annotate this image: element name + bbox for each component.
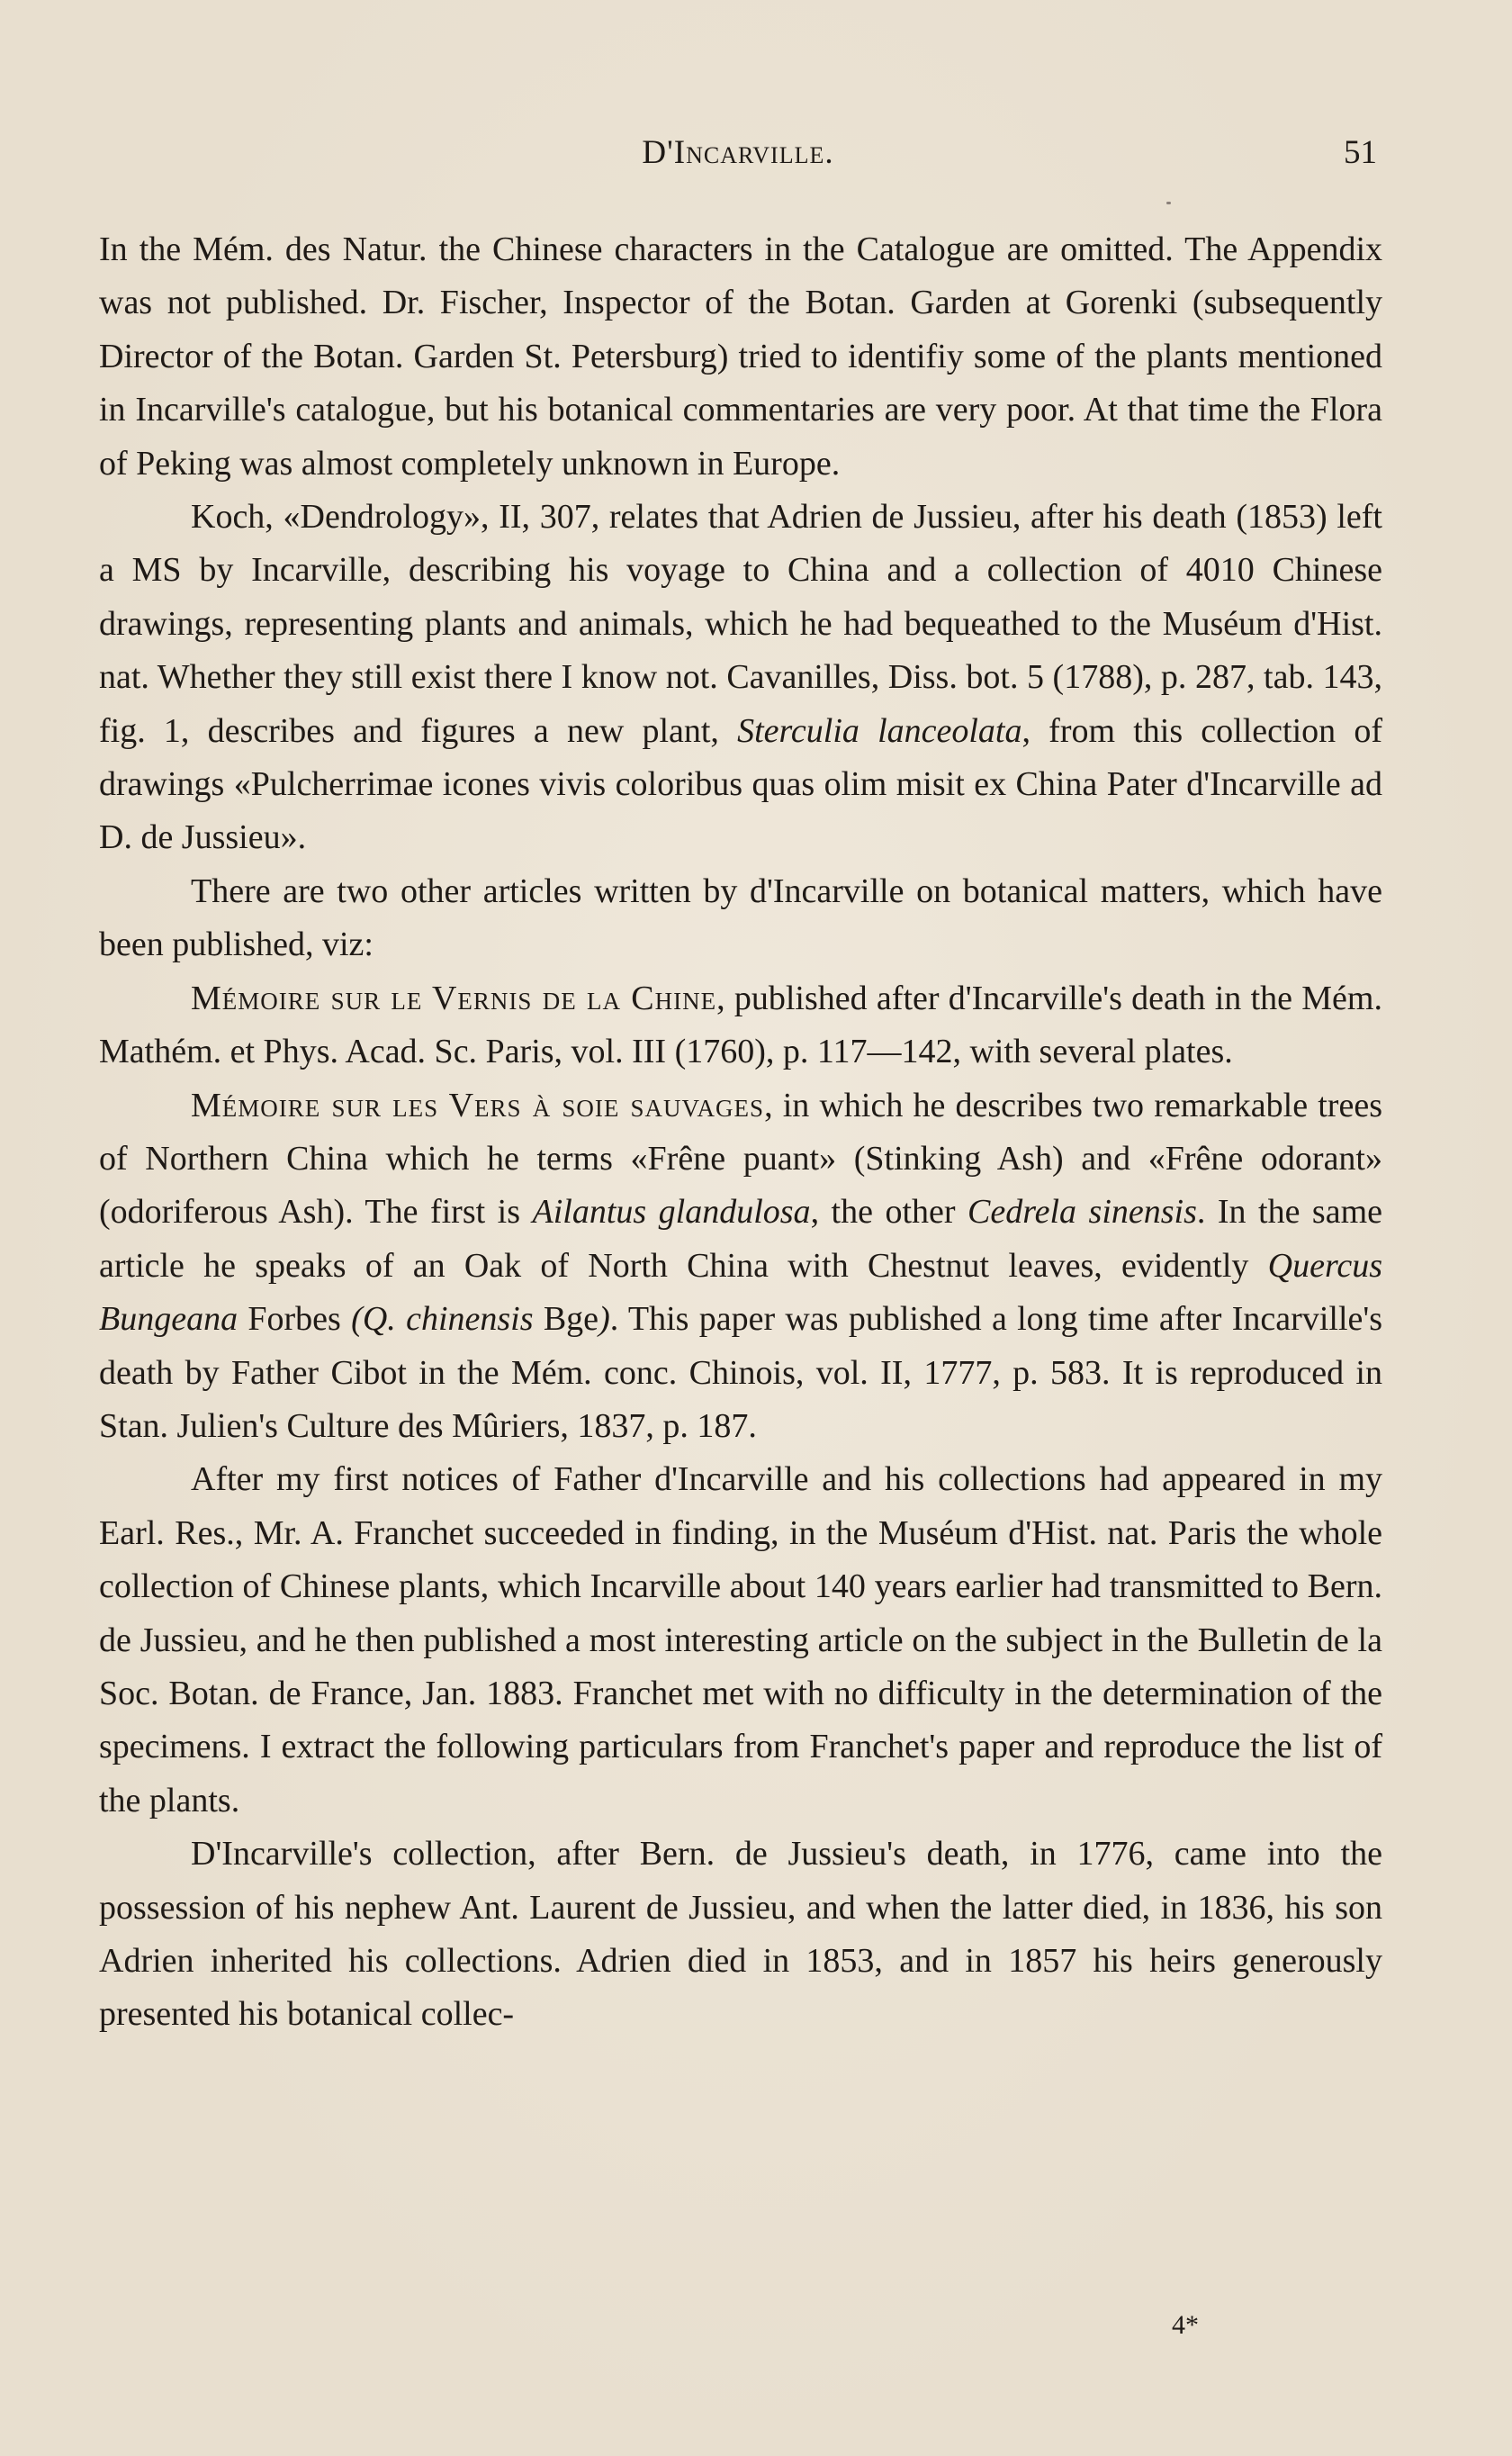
article-title: Mémoire sur les Vers à soie sauvages [191,1086,765,1124]
species-name: Sterculia lanceolata [737,711,1022,750]
running-title: D'Incarville. [642,134,834,171]
paragraph-5 [99,1079,1382,1454]
paper-speck [1166,202,1171,204]
paragraph-7-text: D'Incarville's collection, after Bern. de Jussieu's death, in 1776, came into the possession of his nephew Ant. Laurent de Jussieu, and when the latter died, in 1836, his son Adrien inherited his collections. Adrien died in 1853, and in 1857 his heirs generously presented his botanical collec- [99,1835,1382,2034]
signature-mark: 4* [1172,2310,1199,2340]
paragraph-4-text: , published after d'Incarville's death in the Mém. Mathém. et Phys. Acad. Sc. Paris, vol. III (1760), p. 117—142, with several plates. [99,979,1382,1071]
paragraph-2-text-b: , from this collection of drawings «Pulcherrimae icones vivis coloribus quas olim misit ex China Pater d'Incarville ad D. de Jussieu». [99,711,1382,857]
paragraph-5-text-f: . This paper was published a long time after Incarville's death by Father Cibot in the Mém. conc. Chinois, vol. II, 1777, p. 583. It is reproduced in Stan. Julien's Culture des Mûriers, 1837, p. 187. [99,1300,1382,1445]
paragraph-5-text-e: Bge [533,1300,599,1339]
paragraph-5-text-c: . In the same article he speaks of an Oak of North China with Chestnut leaves, evidently [99,1193,1383,1285]
paragraph-6-text: After my first notices of Father d'Incarville and his collections had appeared in my Earl. Res., Mr. A. Franchet succeeded in finding, in the Muséum d'Hist. nat. Paris the whole collection of Chinese plants, which Incarville about 140 years earlier had transmitted to Bern. de Jussieu, and he then published a most interesting article on the subject in the Bulletin de la Soc. Botan. de France, Jan. 1883. Franchet met with no difficulty in the determination of the specimens. I extract the following particulars from Franchet's paper and reproduce the list of the plants. [99,1460,1382,1819]
paragraph-7 [99,1828,1382,2042]
body-text [99,223,1382,2042]
paragraph-6 [99,1453,1382,1828]
species-name: Quercus Bungeana [99,1246,1382,1339]
species-name: Ailantus glandulosa [532,1193,811,1232]
paragraph-2 [99,491,1382,865]
paragraph-4 [99,972,1382,1079]
paragraph-5-text-a: , in which he describes two remarkable trees of Northern China which he terms «Frêne puant» (Stinking Ash) and «Frêne odorant» (odoriferous Ash). The first is [99,1086,1382,1232]
closing-parenthesis: ) [598,1300,610,1339]
species-name: Cedrela sinensis [968,1193,1197,1232]
article-title: Mémoire sur le Vernis de la Chine [191,979,717,1017]
paragraph-2-text-a: Koch, «Dendrology», II, 307, relates that Adrien de Jussieu, after his death (1853) left a MS by Incarville, describing his voyage to China and a collection of 4010 Chinese drawings, representing plants and animals, which he had bequeathed to the Muséum d'Hist. nat. Whether they still exist there I know not. Cavanilles, Diss. bot. 5 (1788), p. 287, tab. 143, fig. 1, describes and figures a new plant, [99,498,1382,750]
paragraph-1-text: In the Mém. des Natur. the Chinese characters in the Catalogue are omitted. The Appendix was not published. Dr. Fischer, Inspector of the Botan. Garden at Gorenki (subsequently Director of the Botan. Garden St. Petersburg) tried to identifiy some of the plants mentioned in Incarville's catalogue, but his botanical commentaries are very poor. At that time the Flora of Peking was almost completely unknown in Europe. [99,230,1382,483]
paragraph-3 [99,865,1382,972]
paragraph-3-text: There are two other articles written by d'Incarville on botanical matters, which have been published, viz: [99,871,1382,964]
paragraph-5-text-b: , the other [810,1193,968,1232]
paragraph-1 [99,223,1382,491]
paragraph-5-text-d: Forbes [238,1300,352,1339]
running-head [99,133,1377,176]
page-number: 51 [1344,134,1377,171]
species-name: (Q. chinensis [351,1300,534,1339]
